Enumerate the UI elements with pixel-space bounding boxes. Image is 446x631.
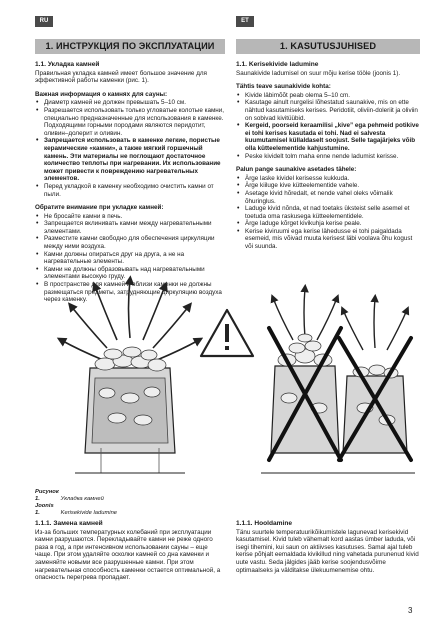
figure-caption bbox=[35, 489, 117, 517]
subsection-title: 1.1.1. Замена камней bbox=[35, 520, 103, 527]
page-number: 3 bbox=[408, 606, 413, 615]
language-tag-et: ET bbox=[236, 16, 254, 27]
section-title-bar-ru: 1. ИНСТРУКЦИЯ ПО ЭКСПЛУАТАЦИИ bbox=[35, 39, 225, 54]
important-heading: Tähtis teave saunakivide kohta: bbox=[236, 83, 331, 91]
list-item: • Диаметр камней не должен превышать 5–10 см. bbox=[35, 99, 225, 107]
list-item: • Камни должны опираться друг на друга, а не на нагревательные элементы. bbox=[35, 251, 225, 266]
important-list bbox=[236, 92, 420, 160]
list-item: • Разрешается использовать только угловатые колотые камни, специально предназначенные для использования в каменке. Подходящими горными породами являются перидотит, оливин–долерит и оливин. bbox=[35, 107, 225, 137]
correct-stacking-drawing bbox=[61, 280, 199, 473]
caption-text: Укладка камней bbox=[60, 496, 104, 502]
section-stones-et bbox=[236, 61, 420, 251]
list-item: • Ärge laske kividel kerisesse kukkuda. bbox=[236, 175, 420, 183]
paragraph: Из-за больших температурных колебаний при эксплуатации камни разрушаются. Перекладывайте камни не реже одного раза в год, а при интенсивном использовании сауны – еще чаще. При этом удаляйте осколки камней со дна каменки и заменяйте новыми все разрушенные камни. При этом нагревательная способность каменки остается оптимальной, а опасность перегрева пропадает. bbox=[35, 528, 221, 582]
list-item: • Не бросайте камни в печь. bbox=[35, 213, 225, 221]
important-list bbox=[35, 99, 225, 198]
list-item: • Kivide läbimõõt peab olema 5–10 cm. bbox=[236, 92, 420, 100]
paragraph: Tänu suurtele temperatuurikõikumistele lagunevad kerisekivid kasutamisel. Kivid tuleb vähemalt kord aastas ümber laduda, või isegi tihemini, kui saun on aktiivses kasutuses. Samal ajal tuleb kerise põhjalt eemaldada kivikillud ning vahetada purunenud kivid uute vastu. Seda jälgides jääb kerise soojendusvõime optimaalseks ja välditakse ülekuumenemise ohtu. bbox=[236, 528, 419, 574]
attention-heading: Обратите внимание при укладке камней: bbox=[35, 204, 164, 212]
column-et bbox=[236, 39, 420, 257]
important-heading: Важная информация о камнях для сауны: bbox=[35, 90, 168, 98]
subsection-title: 1.1. Kerisekivide ladumine bbox=[236, 61, 319, 68]
paragraph: Правильная укладка камней имеет большое значение для эффективной работы каменки (рис. 1). bbox=[35, 69, 207, 85]
list-item: • Ärge kiiluge kive kütteelementide vahele. bbox=[236, 182, 420, 190]
caption-text: Kerisekivide ladumine bbox=[60, 510, 118, 516]
section-maintenance-et bbox=[236, 520, 420, 574]
list-item-warning: • Запрещается использовать в каменке легкие, пористые керамические «камни», а также мягкий горшечный камень. Эти материалы не поглощают достаточное количество теплоты при нагревании. Их использование может привести к повреждению нагревательных элементов. bbox=[35, 137, 225, 183]
list-item: • Kasutage ainult nurgelisi lõhestatud saunakive, mis on ette nähtud kasutamiseks kerises. Peridotiit, oliviin-doleriit ja oliviin on sobivad kivitüübid. bbox=[236, 99, 420, 122]
list-item: • Kerise kiviruumi ega kerise lähedusse ei tohi paigaldada esemeid, mis võivad muuta kerisest läbi voolava õhu kogust või suunda. bbox=[236, 228, 420, 251]
attention-heading: Palun pange saunakive asetades tähele: bbox=[236, 166, 357, 174]
caption-label: Рисунок 1. bbox=[35, 489, 59, 502]
list-item: • Перед укладкой в каменку необходимо очистить камни от пыли. bbox=[35, 183, 225, 198]
caption-ru bbox=[35, 489, 117, 503]
subsection-title: 1.1. Укладка камней bbox=[35, 61, 100, 68]
list-item: • Peske kividelt tolm maha enne nende ladumist kerisse. bbox=[236, 153, 420, 161]
language-tag-ru: RU bbox=[35, 16, 53, 27]
list-item: • Ärge laduge kõrget kivikuhja kerise peale. bbox=[236, 220, 420, 228]
list-item: • Запрещается вклинивать камни между нагревательными элементами. bbox=[35, 220, 225, 235]
warning-triangle-icon bbox=[201, 310, 253, 356]
list-item: • Камни не должны образовывать над нагревательными элементами высокую груду. bbox=[35, 266, 225, 281]
section-title-bar-et: 1. KASUTUSJUHISED bbox=[236, 39, 420, 54]
section-maintenance-ru bbox=[35, 520, 225, 582]
figure-stone-stacking bbox=[35, 268, 420, 483]
heater-illustration bbox=[35, 268, 420, 483]
list-item: • Laduge kivid nõnda, et nad toetaks üksteist selle asemel et toetuda oma raskusega kütteelementidele. bbox=[236, 205, 420, 220]
list-item: • Разместите камни свободно для обеспечения циркуляции между ними воздуха. bbox=[35, 235, 225, 250]
list-item: • В пространстве для камней и вблизи каменки не должны размещаться предметы, затрудняющие циркуляцию воздуха через каменку. bbox=[35, 281, 225, 304]
paragraph: Saunakivide ladumisel on suur mõju kerise tööle (joonis 1). bbox=[236, 69, 401, 77]
incorrect-stacking-drawing bbox=[261, 288, 415, 473]
list-item: • Asetage kivid hõredalt, et nende vahel oleks võimalik õhuringlus. bbox=[236, 190, 420, 205]
caption-label: Joonis 1. bbox=[35, 503, 54, 516]
attention-list bbox=[236, 175, 420, 251]
list-item-warning: • Kergeid, poorseid keraamilisi „kive” ega pehmeid potikive ei tohi kerises kasutada ei tohi. Nad ei salvesta kuumutamisel küllaldaselt soojust. Selle tagajärjeks võib olla kütteelementide kahjustumine. bbox=[236, 122, 420, 152]
subsection-title: 1.1.1. Hooldamine bbox=[236, 520, 293, 527]
caption-et bbox=[35, 503, 117, 517]
